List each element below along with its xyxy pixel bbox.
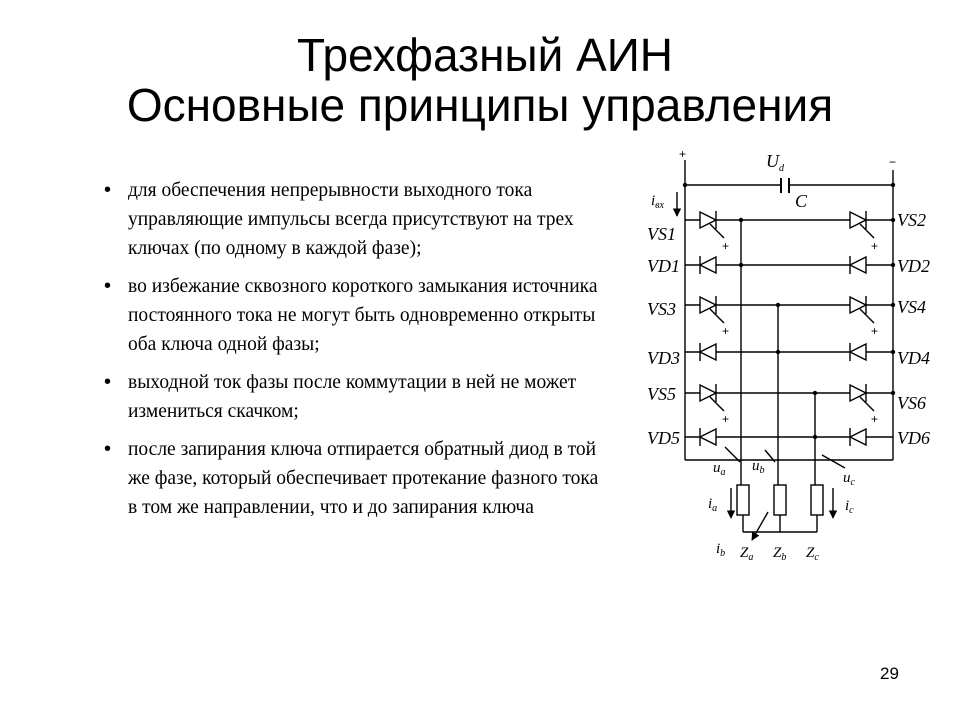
zc-label: $Z_c$	[806, 545, 819, 563]
vd1-label: VD1	[647, 256, 680, 276]
page-number: 29	[880, 664, 899, 683]
thyristor-vs5	[700, 384, 729, 426]
vd6-label: VD6	[897, 428, 930, 448]
svg-text:+: +	[722, 239, 730, 253]
vs2-label: VS2	[897, 210, 926, 230]
capacitor-c	[781, 178, 789, 193]
bullet-text: для обеспечения непрерывности выходного тока управляющие импульсы всегда присутствуют на трех ключах (по одному в каждой фазе);	[128, 180, 574, 259]
ic-label: $i_c$	[845, 498, 854, 516]
vd5-label: VD5	[647, 428, 680, 448]
title-line-2: Основные принципы управления	[126, 79, 834, 131]
diode-vd5	[700, 428, 716, 446]
svg-text:+: +	[871, 412, 879, 426]
phase-leg-wires	[685, 220, 893, 460]
uc-label: $u_c$	[843, 470, 855, 488]
thyristor-vs1	[700, 211, 729, 253]
diode-vd3	[700, 343, 716, 361]
za-label: $Z_a$	[740, 545, 754, 563]
diode-vd4	[850, 343, 866, 361]
thyristor-vs2	[850, 211, 878, 253]
minus-terminal-label: −	[889, 155, 897, 169]
thyristor-vs3	[700, 296, 729, 338]
vs4-label: VS4	[897, 297, 926, 317]
svg-text:+: +	[871, 324, 879, 338]
ib-label: $i_b$	[716, 541, 726, 559]
svg-text:+: +	[722, 324, 730, 338]
thyristor-vs4	[850, 296, 878, 338]
bullet-icon: •	[104, 179, 112, 201]
vs6-label: VS6	[897, 393, 926, 413]
bullet-text: выходной ток фазы после коммутации в ней не может измениться скачком;	[128, 372, 577, 422]
diode-vd1	[700, 256, 716, 274]
bullet-icon: •	[104, 275, 112, 297]
vs1-label: VS1	[647, 224, 676, 244]
svg-text:+: +	[871, 239, 879, 253]
plus-terminal-label: +	[679, 147, 687, 161]
load-impedances	[737, 485, 823, 532]
capacitor-label: C	[795, 191, 808, 211]
voltage-indicators	[725, 447, 845, 468]
vd2-label: VD2	[897, 256, 930, 276]
bullet-icon: •	[104, 371, 112, 393]
input-current-label: $i_{вх}$	[651, 193, 664, 211]
zb-label: $Z_b$	[773, 545, 787, 563]
ia-label: $i_a$	[708, 496, 718, 514]
impedance-za	[737, 485, 749, 515]
impedance-zc	[811, 485, 823, 515]
bullet-text: во избежание сквозного короткого замыкания источника постоянного тока не могут быть одновременно открыты оба ключа одной фазы;	[128, 276, 598, 355]
diode-vd6	[850, 428, 866, 446]
ub-label: $u_b$	[752, 458, 765, 476]
bullet-text: после запирания ключа отпирается обратный диод в той же фазе, который обеспечивает протекание фазного тока в том же направлении, что и до запирания ключа	[128, 439, 599, 518]
vd4-label: VD4	[897, 348, 930, 368]
impedance-zb	[774, 485, 786, 515]
ud-label: $U_d$	[766, 151, 784, 174]
svg-text:+: +	[722, 412, 730, 426]
diode-vd2	[850, 256, 866, 274]
thyristor-vs6	[850, 384, 878, 426]
bullet-icon: •	[104, 438, 112, 460]
vd3-label: VD3	[647, 348, 680, 368]
vs3-label: VS3	[647, 299, 676, 319]
vs5-label: VS5	[647, 384, 676, 404]
ua-label: $u_a$	[713, 460, 726, 478]
title-line-1: Трехфазный АИН	[296, 29, 674, 81]
